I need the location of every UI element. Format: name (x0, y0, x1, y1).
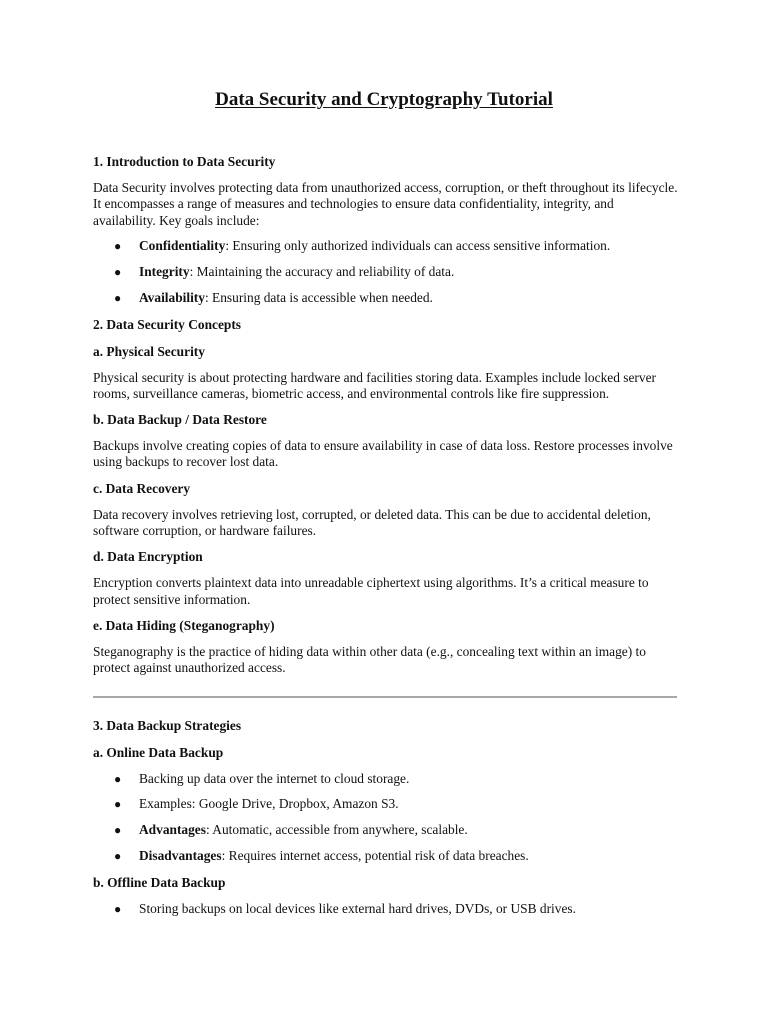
offline-backup-list (93, 901, 678, 917)
subheading-data-hiding: e. Data Hiding (Steganography) (93, 617, 275, 633)
bullet-icon: ● (114, 771, 122, 786)
subheading-data-backup: b. Data Backup / Data Restore (93, 412, 267, 428)
subheading-online-backup: a. Online Data Backup (93, 744, 224, 760)
bullet-icon: ● (114, 849, 122, 864)
list-item (93, 848, 678, 864)
list-item (93, 771, 678, 787)
list-item (93, 822, 678, 838)
section-heading-strategies: 3. Data Backup Strategies (93, 717, 242, 733)
list-item-text: : Ensuring only authorized individuals can access sensitive information. (225, 237, 611, 253)
list-item-text: : Automatic, accessible from anywhere, scalable. (205, 822, 468, 838)
bullet-icon: ● (114, 823, 122, 838)
list-item-term: Confidentiality (139, 237, 226, 253)
bullet-icon: ● (114, 264, 122, 279)
data-hiding-paragraph: Steganography is the practice of hiding data within other data (e.g., concealing text within an image) to protect against unauthorized access. (93, 643, 646, 676)
list-item-text: : Ensuring data is accessible when needed. (204, 289, 433, 305)
list-item-term: Integrity (139, 263, 190, 279)
bullet-icon: ● (114, 290, 122, 305)
bullet-icon: ● (114, 902, 122, 917)
list-item (93, 238, 678, 254)
subheading-data-recovery: c. Data Recovery (93, 480, 191, 496)
section-heading-concepts: 2. Data Security Concepts (93, 316, 242, 332)
data-recovery-paragraph: Data recovery involves retrieving lost, corrupted, or deleted data. This can be due to accidental deletion, software corruption, or hardware failures. (93, 506, 651, 539)
list-item (93, 796, 678, 812)
list-item (93, 264, 678, 280)
list-item-text: : Maintaining the accuracy and reliability of data. (189, 263, 455, 279)
list-item-term: Disadvantages (139, 848, 222, 864)
subheading-physical-security: a. Physical Security (93, 343, 205, 359)
data-backup-paragraph: Backups involve creating copies of data to ensure availability in case of data loss. Restore processes involve using backups to recover lost data. (93, 438, 673, 470)
horizontal-divider (93, 696, 677, 698)
list-item-text: Backing up data over the internet to cloud storage. (139, 770, 410, 786)
data-encryption-paragraph: Encryption converts plaintext data into unreadable ciphertext using algorithms. It’s a critical measure to protect sensitive information. (93, 575, 649, 607)
list-item-term: Availability (139, 289, 205, 305)
document-title: Data Security and Cryptography Tutorial (215, 89, 553, 110)
list-item-text: Storing backups on local devices like external hard drives, DVDs, or USB drives. (139, 901, 576, 917)
list-item-text: Examples: Google Drive, Dropbox, Amazon S3. (139, 796, 399, 812)
subheading-offline-backup: b. Offline Data Backup (93, 875, 226, 891)
bullet-icon: ● (114, 797, 122, 812)
physical-security-paragraph: Physical security is about protecting hardware and facilities storing data. Examples include locked server rooms, surveillance cameras, biometric access, and environmental controls like fire suppression. (93, 369, 656, 401)
list-item (93, 290, 678, 306)
subheading-data-encryption: d. Data Encryption (93, 549, 203, 565)
document-body (93, 153, 678, 927)
bullet-icon: ● (114, 238, 122, 253)
list-item-text: : Requires internet access, potential risk of data breaches. (221, 848, 529, 864)
intro-goals-list (93, 238, 678, 306)
online-backup-list (93, 771, 678, 865)
list-item (93, 901, 678, 917)
list-item-term: Advantages (139, 822, 206, 838)
intro-paragraph: Data Security involves protecting data from unauthorized access, corruption, or theft throughout its lifecycle. It encompasses a range of measures and technologies to ensure data confidentiality, integrity, and availability. Key goals include: (93, 180, 678, 228)
section-heading-intro: 1. Introduction to Data Security (93, 154, 276, 169)
